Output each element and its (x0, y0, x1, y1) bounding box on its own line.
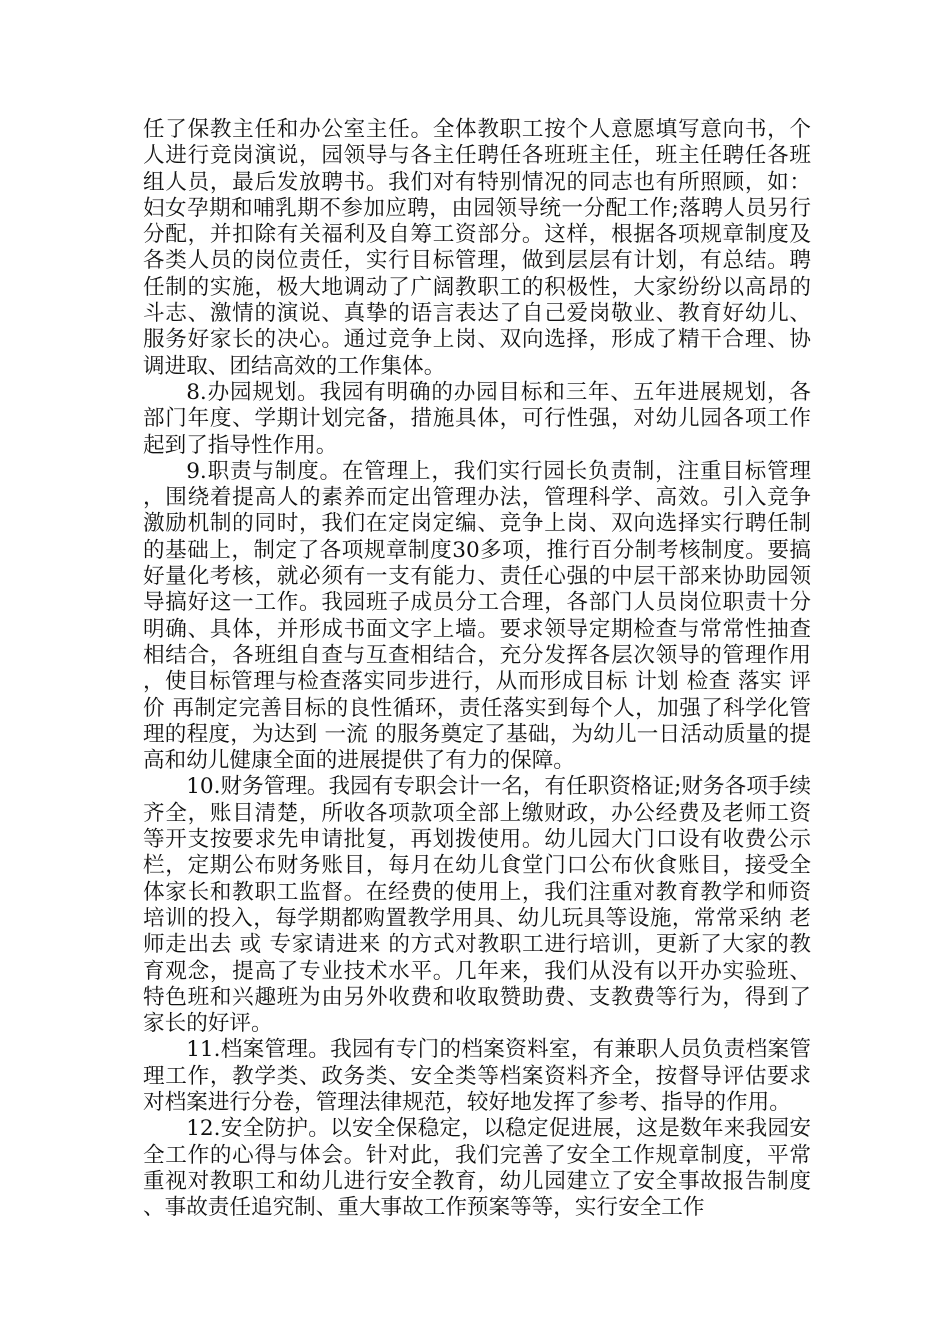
paragraph-finance: 10.财务管理。我园有专职会计一名，有任职资格证;财务各项手续齐全，账目清楚，所收各项款项全部上缴财政，办公经费及老师工资等开支按要求先申请批复，再划拨使用。幼儿园大门口设有收费公示栏，定期公布财务账目，每月在幼儿食堂门口公布伙食账目，接受全体家长和教职工监督。在经费的使用上，我们注重对教育教学和师资培训的投入，每学期都购置教学用具、幼儿玩具等设施，常常采纳 老师走出去 或 专家请进来 的方式对教职工进行培训，更新了大家的教育观念，提高了专业技术水平。几年来，我们从没有以开办实验班、特色班和兴趣班为由另外收费和收取赞助费、支教费等行为，得到了家长的好评。 (143, 774, 811, 1037)
paragraph-continuation: 任了保教主任和办公室主任。全体教职工按个人意愿填写意向书，个人进行竞岗演说，园领导与各主任聘任各班班主任，班主任聘任各班组人员，最后发放聘书。我们对有特别情况的同志也有所照顾，如：妇女孕期和哺乳期不参加应聘，由园领导统一分配工作;落聘人员另行分配，并扣除有关福利及自筹工资部分。这样，根据各项规章制度及各类人员的岗位责任，实行目标管理，做到层层有计划，有总结。聘任制的实施，极大地调动了广阔教职工的积极性，大家纷纷以高昂的斗志、激情的演说、真挚的语言表达了自己爱岗敬业、教育好幼儿、服务好家长的决心。通过竞争上岗、双向选择，形成了精干合理、协调进取、团结高效的工作集体。 (143, 117, 811, 379)
paragraph-archives: 11.档案管理。我园有专门的档案资料室，有兼职人员负责档案管理工作，教学类、政务类、安全类等档案资料齐全，按督导评估要求对档案进行分卷，管理法律规范，较好地发挥了参考、指导的作用。 (143, 1037, 811, 1115)
paragraph-duties-and-rules: 9.职责与制度。在管理上，我们实行园长负责制，注重目标管理，围绕着提高人的素养而定出管理办法，管理科学、高效。引入竞争激励机制的同时，我们在定岗定编、竞争上岗、双向选择实行聘任制的基础上，制定了各项规章制度30多项，推行百分制考核制度。要搞好量化考核，就必须有一支有能力、责任心强的中层干部来协助园领导搞好这一工作。我园班子成员分工合理，各部门人员岗位职责十分明确、具体，并形成书面文字上墙。要求领导定期检查与常常性抽查相结合，各班组自查与互查相结合，充分发挥各层次领导的管理作用，使目标管理与检查落实同步进行，从而形成目标 计划 检查 落实 评价 再制定完善目标的良性循环，责任落实到每个人，加强了科学化管理的程度，为达到 一流 的服务奠定了基础，为幼儿一日活动质量的提高和幼儿健康全面的进展提供了有力的保障。 (143, 458, 811, 774)
paragraph-safety: 12.安全防护。以安全保稳定，以稳定促进展，这是数年来我园安全工作的心得与体会。针对此，我们完善了安全工作规章制度，平常重视对教职工和幼儿进行安全教育，幼儿园建立了安全事故报告制度、事故责任追究制、重大事故工作预案等等，实行安全工作 (143, 1116, 811, 1221)
document-body (143, 117, 811, 1221)
paragraph-planning: 8.办园规划。我园有明确的办园目标和三年、五年进展规划，各部门年度、学期计划完备，措施具体，可行性强，对幼儿园各项工作起到了指导性作用。 (143, 379, 811, 458)
